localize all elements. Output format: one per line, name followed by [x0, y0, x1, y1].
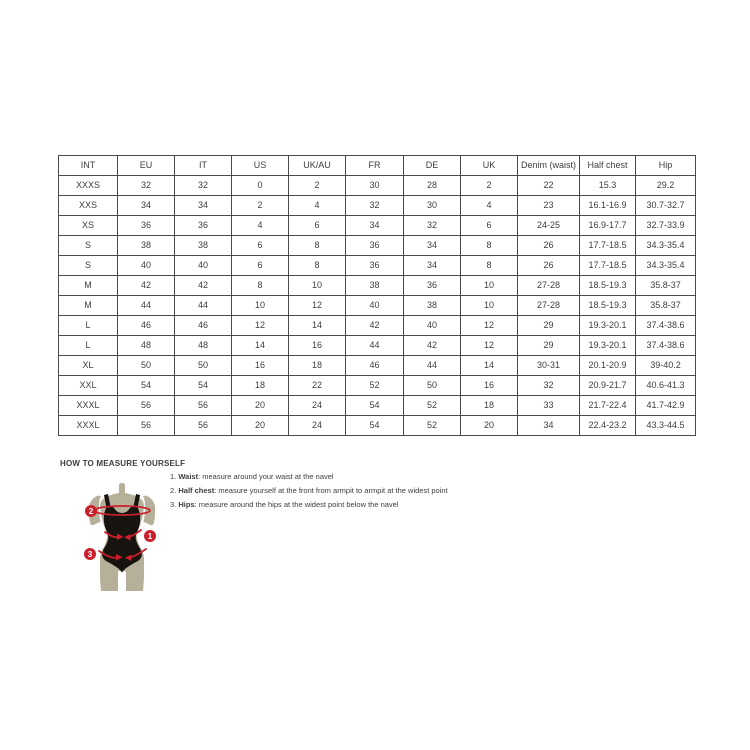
- marker-hips: [84, 548, 96, 560]
- table-cell: 29.2: [636, 176, 696, 196]
- table-cell: 8: [461, 236, 518, 256]
- table-row: [59, 396, 696, 416]
- table-cell: 39-40.2: [636, 356, 696, 376]
- table-body: [59, 176, 696, 436]
- table-cell: XL: [59, 356, 118, 376]
- table-cell: 22: [289, 376, 346, 396]
- table-cell: 19.3-20.1: [580, 336, 636, 356]
- table-cell: 6: [289, 216, 346, 236]
- table-cell: 17.7-18.5: [580, 256, 636, 276]
- table-cell: XXXS: [59, 176, 118, 196]
- table-cell: 52: [404, 416, 461, 436]
- table-cell: 38: [175, 236, 232, 256]
- table-cell: 37.4-38.6: [636, 316, 696, 336]
- table-cell: 33: [518, 396, 580, 416]
- table-cell: 35.8-37: [636, 276, 696, 296]
- table-cell: 35.8-37: [636, 296, 696, 316]
- table-cell: 44: [346, 336, 404, 356]
- table-cell: 18: [232, 376, 289, 396]
- table-cell: 19.3-20.1: [580, 316, 636, 336]
- table-cell: 34.3-35.4: [636, 256, 696, 276]
- table-cell: 8: [289, 256, 346, 276]
- table-row: [59, 316, 696, 336]
- instruction-text: : measure around the hips at the widest point below the navel: [194, 500, 399, 509]
- table-cell: 16: [461, 376, 518, 396]
- table-cell: 20.1-20.9: [580, 356, 636, 376]
- table-cell: 20: [461, 416, 518, 436]
- table-cell: 23: [518, 196, 580, 216]
- table-cell: 50: [118, 356, 175, 376]
- column-header: IT: [175, 156, 232, 176]
- table-cell: 2: [232, 196, 289, 216]
- table-cell: 18.5-19.3: [580, 276, 636, 296]
- table-cell: L: [59, 336, 118, 356]
- table-cell: 20.9-21.7: [580, 376, 636, 396]
- table-cell: 30: [346, 176, 404, 196]
- table-row: [59, 376, 696, 396]
- table-cell: 46: [175, 316, 232, 336]
- table-cell: 10: [232, 296, 289, 316]
- table-cell: 54: [346, 396, 404, 416]
- table-cell: 38: [404, 296, 461, 316]
- table-cell: 50: [175, 356, 232, 376]
- column-header: UK: [461, 156, 518, 176]
- table-cell: 2: [461, 176, 518, 196]
- table-cell: 26: [518, 236, 580, 256]
- instruction-label: Half chest: [178, 486, 215, 495]
- column-header: FR: [346, 156, 404, 176]
- table-cell: 14: [232, 336, 289, 356]
- table-cell: 38: [346, 276, 404, 296]
- instruction-hips: [170, 500, 500, 509]
- table-row: [59, 276, 696, 296]
- table-cell: 12: [461, 336, 518, 356]
- table-cell: 52: [404, 396, 461, 416]
- table-cell: 29: [518, 336, 580, 356]
- column-header: EU: [118, 156, 175, 176]
- marker-chest-number: 2: [88, 507, 94, 516]
- instruction-waist: [170, 472, 500, 481]
- table-cell: M: [59, 296, 118, 316]
- table-row: [59, 256, 696, 276]
- table-cell: 8: [289, 236, 346, 256]
- table-cell: 8: [461, 256, 518, 276]
- column-header: DE: [404, 156, 461, 176]
- table-cell: 14: [289, 316, 346, 336]
- table-cell: 36: [175, 216, 232, 236]
- table-cell: 40: [118, 256, 175, 276]
- table-cell: 12: [461, 316, 518, 336]
- table-row: [59, 196, 696, 216]
- table-cell: 10: [461, 296, 518, 316]
- size-chart-table: [58, 155, 696, 436]
- instruction-number: 1.: [170, 472, 177, 481]
- table-cell: 40: [346, 296, 404, 316]
- table-cell: 30.7-32.7: [636, 196, 696, 216]
- table-cell: 20: [232, 416, 289, 436]
- mannequin-right-arm: [143, 495, 156, 526]
- table-row: [59, 416, 696, 436]
- column-header: Denim (waist): [518, 156, 580, 176]
- table-cell: XXXL: [59, 416, 118, 436]
- table-cell: 36: [404, 276, 461, 296]
- table-cell: 24: [289, 396, 346, 416]
- table-cell: 32: [118, 176, 175, 196]
- table-cell: 44: [404, 356, 461, 376]
- table-cell: 8: [232, 276, 289, 296]
- table-cell: 36: [346, 256, 404, 276]
- table-cell: 42: [175, 276, 232, 296]
- table-cell: 42: [404, 336, 461, 356]
- measurement-figure: [80, 480, 164, 595]
- table-cell: 12: [232, 316, 289, 336]
- marker-hips-number: 3: [87, 550, 93, 559]
- table-cell: 18: [461, 396, 518, 416]
- table-cell: 37.4-38.6: [636, 336, 696, 356]
- table-cell: 24: [289, 416, 346, 436]
- table-cell: 28: [404, 176, 461, 196]
- table-cell: XXXL: [59, 396, 118, 416]
- table-cell: 4: [289, 196, 346, 216]
- instruction-label: Waist: [178, 472, 199, 481]
- table-cell: 40.6-41.3: [636, 376, 696, 396]
- table-row: [59, 296, 696, 316]
- table-cell: 40: [175, 256, 232, 276]
- table-cell: 41.7-42.9: [636, 396, 696, 416]
- marker-chest: [85, 505, 97, 517]
- table-cell: 56: [118, 396, 175, 416]
- table-cell: 32: [175, 176, 232, 196]
- table-cell: 6: [232, 236, 289, 256]
- table-cell: 32: [404, 216, 461, 236]
- table-cell: XXS: [59, 196, 118, 216]
- table-cell: 15.3: [580, 176, 636, 196]
- table-cell: 48: [118, 336, 175, 356]
- table-cell: 54: [118, 376, 175, 396]
- table-cell: 30: [404, 196, 461, 216]
- table-cell: 46: [118, 316, 175, 336]
- table-cell: 34: [518, 416, 580, 436]
- table-row: [59, 236, 696, 256]
- table-cell: 34: [175, 196, 232, 216]
- table-cell: 32: [518, 376, 580, 396]
- table-cell: 22: [518, 176, 580, 196]
- table-cell: M: [59, 276, 118, 296]
- table-cell: 16: [289, 336, 346, 356]
- instruction-label: Hips: [178, 500, 195, 509]
- marker-waist-number: 1: [147, 532, 153, 541]
- table-cell: 29: [518, 316, 580, 336]
- table-cell: 26: [518, 256, 580, 276]
- table-cell: 42: [118, 276, 175, 296]
- table-cell: 44: [175, 296, 232, 316]
- table-cell: 34.3-35.4: [636, 236, 696, 256]
- table-cell: 10: [289, 276, 346, 296]
- table-cell: 4: [232, 216, 289, 236]
- table-cell: 20: [232, 396, 289, 416]
- table-cell: 0: [232, 176, 289, 196]
- table-cell: 36: [118, 216, 175, 236]
- table-cell: XS: [59, 216, 118, 236]
- table-cell: L: [59, 316, 118, 336]
- table-cell: 16.1-16.9: [580, 196, 636, 216]
- instruction-number: 3.: [170, 500, 177, 509]
- table-row: [59, 216, 696, 236]
- table-cell: 42: [346, 316, 404, 336]
- table-row: [59, 176, 696, 196]
- table-cell: 32.7-33.9: [636, 216, 696, 236]
- table-cell: 18.5-19.3: [580, 296, 636, 316]
- table-cell: 52: [346, 376, 404, 396]
- instruction-number: 2.: [170, 486, 177, 495]
- table-cell: 43.3-44.5: [636, 416, 696, 436]
- column-header: Hip: [636, 156, 696, 176]
- table-cell: 14: [461, 356, 518, 376]
- table-cell: 36: [346, 236, 404, 256]
- instruction-text: : measure yourself at the front from armpit to armpit at the widest point: [214, 486, 448, 495]
- table-cell: 44: [118, 296, 175, 316]
- table-cell: 54: [175, 376, 232, 396]
- table-cell: 27-28: [518, 296, 580, 316]
- table-cell: 10: [461, 276, 518, 296]
- column-header: INT: [59, 156, 118, 176]
- table-cell: 4: [461, 196, 518, 216]
- table-cell: 48: [175, 336, 232, 356]
- table-cell: 56: [118, 416, 175, 436]
- instruction-text: : measure around your waist at the navel: [198, 472, 334, 481]
- table-cell: 34: [346, 216, 404, 236]
- table-cell: 12: [289, 296, 346, 316]
- table-cell: 30-31: [518, 356, 580, 376]
- table-row: [59, 336, 696, 356]
- table-header-row: [59, 156, 696, 176]
- table-cell: 56: [175, 416, 232, 436]
- table-cell: 54: [346, 416, 404, 436]
- table-cell: 2: [289, 176, 346, 196]
- column-header: US: [232, 156, 289, 176]
- table-cell: 16.9-17.7: [580, 216, 636, 236]
- table-cell: XXL: [59, 376, 118, 396]
- table-cell: 27-28: [518, 276, 580, 296]
- instruction-half-chest: [170, 486, 500, 495]
- measure-instructions: [170, 472, 500, 514]
- table-cell: 17.7-18.5: [580, 236, 636, 256]
- table-cell: 24-25: [518, 216, 580, 236]
- table-cell: 16: [232, 356, 289, 376]
- table-cell: 46: [346, 356, 404, 376]
- column-header: UK/AU: [289, 156, 346, 176]
- table-cell: 18: [289, 356, 346, 376]
- table-cell: 32: [346, 196, 404, 216]
- column-header: Half chest: [580, 156, 636, 176]
- table-cell: 34: [118, 196, 175, 216]
- table-row: [59, 356, 696, 376]
- table-cell: 56: [175, 396, 232, 416]
- table-cell: 21.7-22.4: [580, 396, 636, 416]
- table-cell: S: [59, 236, 118, 256]
- table-cell: 22.4-23.2: [580, 416, 636, 436]
- table-cell: 34: [404, 256, 461, 276]
- table-cell: 40: [404, 316, 461, 336]
- table-cell: 50: [404, 376, 461, 396]
- table-cell: S: [59, 256, 118, 276]
- table-cell: 6: [232, 256, 289, 276]
- measure-section-title: HOW TO MEASURE YOURSELF: [60, 459, 186, 468]
- table-cell: 34: [404, 236, 461, 256]
- table-cell: 38: [118, 236, 175, 256]
- marker-waist: [144, 530, 156, 542]
- mannequin-illustration: [80, 480, 164, 595]
- table-cell: 6: [461, 216, 518, 236]
